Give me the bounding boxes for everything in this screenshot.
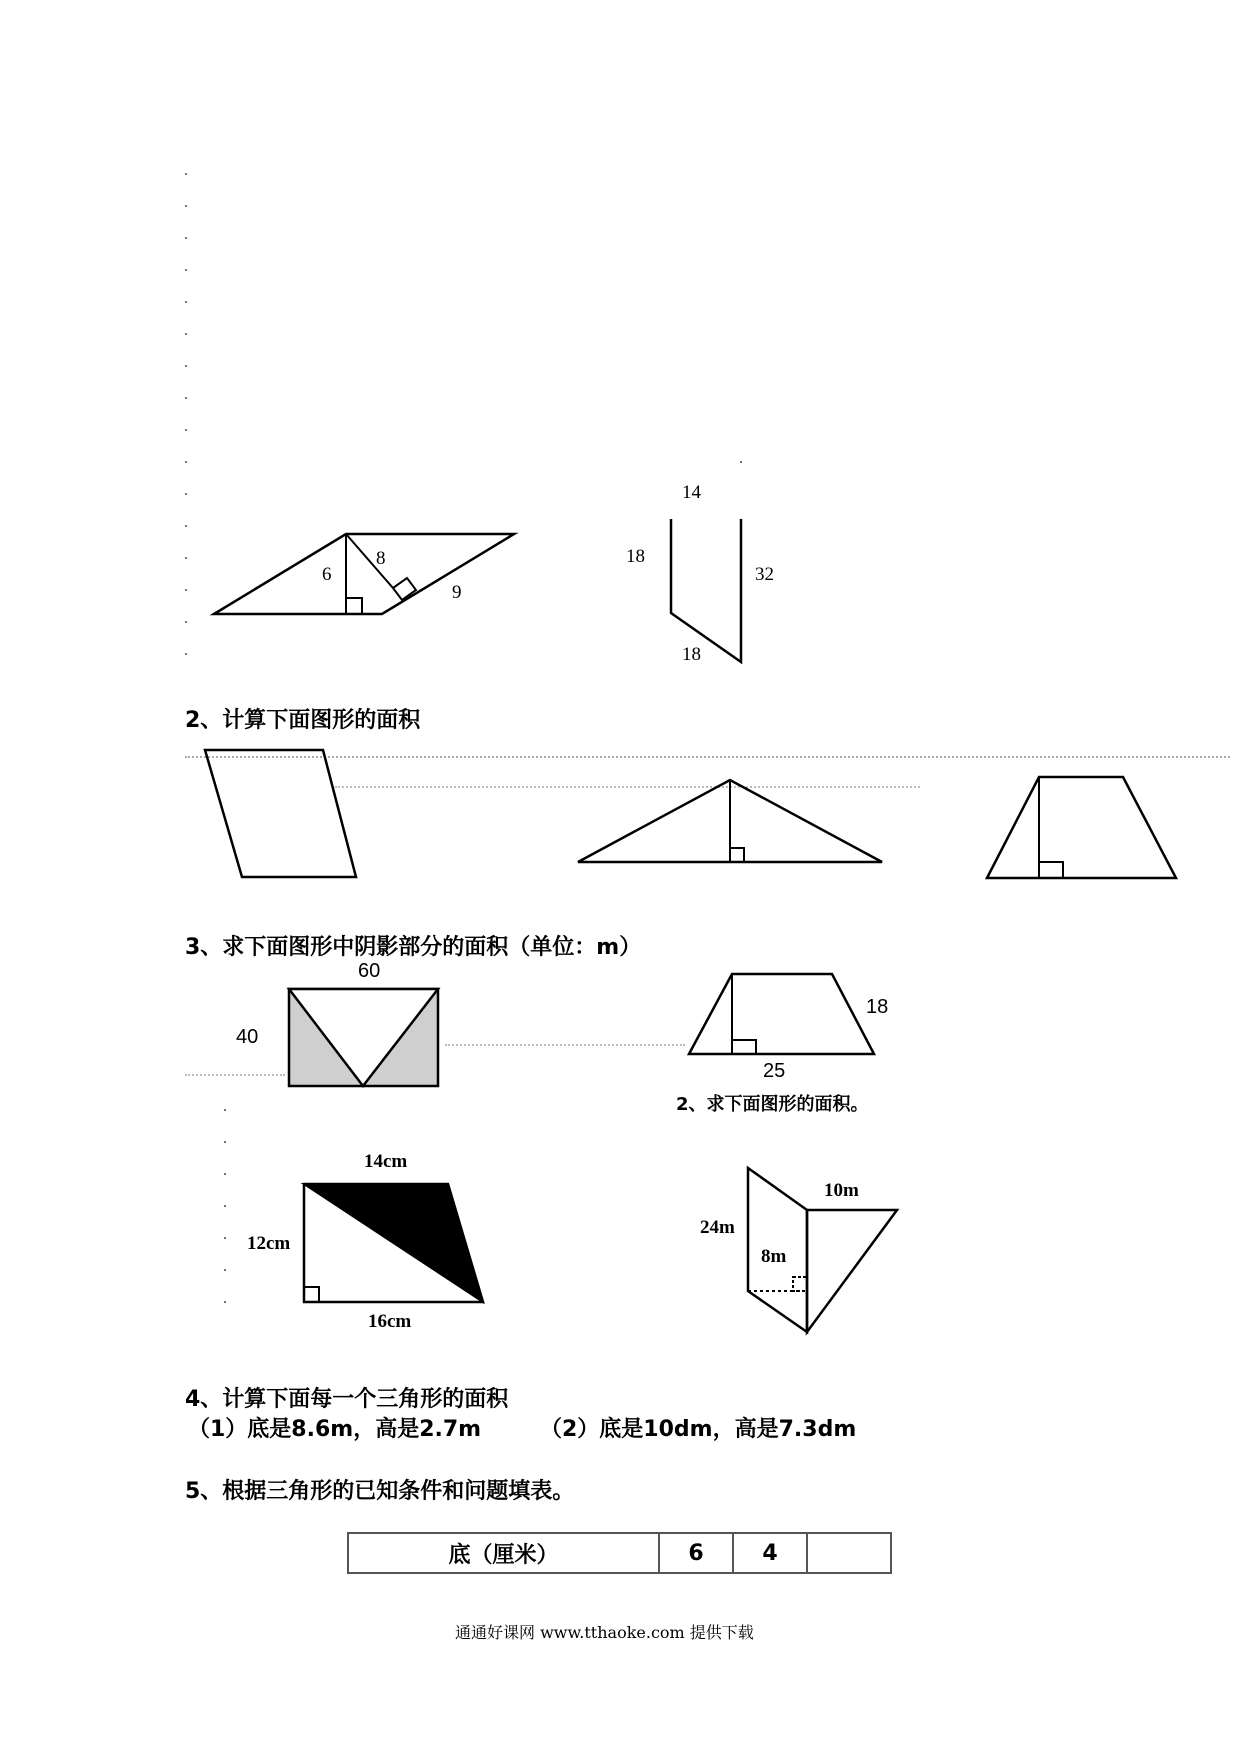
trapezoid-top-label: 14 xyxy=(682,482,701,503)
shaded-trapezoid-top-label: 14cm xyxy=(364,1151,408,1172)
q3-trapezoid-figure xyxy=(685,970,885,1060)
trapezoid-left-label: 18 xyxy=(626,546,645,567)
shaded-trapezoid-figure xyxy=(300,1180,490,1310)
table-header-cell: 底（厘米） xyxy=(348,1533,659,1573)
trapezoid-bottom-label: 18 xyxy=(682,644,701,665)
composite-inner-label: 8m xyxy=(761,1246,787,1267)
q3-trapezoid-bottom-label: 25 xyxy=(763,1060,786,1082)
shaded-trapezoid-left-label: 12cm xyxy=(247,1233,291,1254)
blank-triangle-figure xyxy=(570,775,890,870)
right-trapezoid-figure xyxy=(660,510,760,670)
trapezoid-right-label: 32 xyxy=(755,564,774,585)
question-3-heading: 3、求下面图形中阴影部分的面积（单位：m） xyxy=(185,935,642,960)
parallelogram-height2-label: 8 xyxy=(376,548,386,569)
table-cell[interactable] xyxy=(807,1533,891,1573)
rectangle-left-label: 40 xyxy=(236,1026,259,1048)
table-cell: 6 xyxy=(659,1533,733,1573)
table-row xyxy=(348,1533,891,1573)
triangle-data-table xyxy=(347,1532,892,1574)
composite-top-label: 10m xyxy=(824,1180,859,1201)
rectangle-top-label: 60 xyxy=(358,960,381,982)
parallelogram-figure xyxy=(200,520,530,630)
question-4-heading: 4、计算下面每一个三角形的面积 xyxy=(185,1387,509,1412)
parallelogram-side-label: 9 xyxy=(452,582,462,603)
composite-left-label: 24m xyxy=(700,1217,735,1238)
q3-trapezoid-side-label: 18 xyxy=(866,996,889,1018)
blank-trapezoid-figure xyxy=(980,770,1190,885)
question-2-heading: 2、计算下面图形的面积 xyxy=(185,708,421,733)
question-5-heading: 5、根据三角形的已知条件和问题填表。 xyxy=(185,1479,575,1504)
question-4-item-1: （1）底是8.6m，高是2.7m xyxy=(188,1417,482,1442)
blank-parallelogram-figure xyxy=(200,745,370,885)
table-cell: 4 xyxy=(733,1533,807,1573)
shaded-rectangle-figure xyxy=(285,985,445,1090)
question-4-item-2: （2）底是10dm，高是7.3dm xyxy=(540,1417,857,1442)
dotted-guide-line xyxy=(185,1074,285,1076)
dotted-guide-line xyxy=(445,1044,685,1046)
parallelogram-height-label: 6 xyxy=(322,564,332,585)
sub-question-heading: 2、求下面图形的面积。 xyxy=(676,1094,869,1115)
page-footer: 通通好课网 www.tthaoke.com 提供下载 xyxy=(455,1623,754,1642)
shaded-trapezoid-bottom-label: 16cm xyxy=(368,1311,412,1332)
